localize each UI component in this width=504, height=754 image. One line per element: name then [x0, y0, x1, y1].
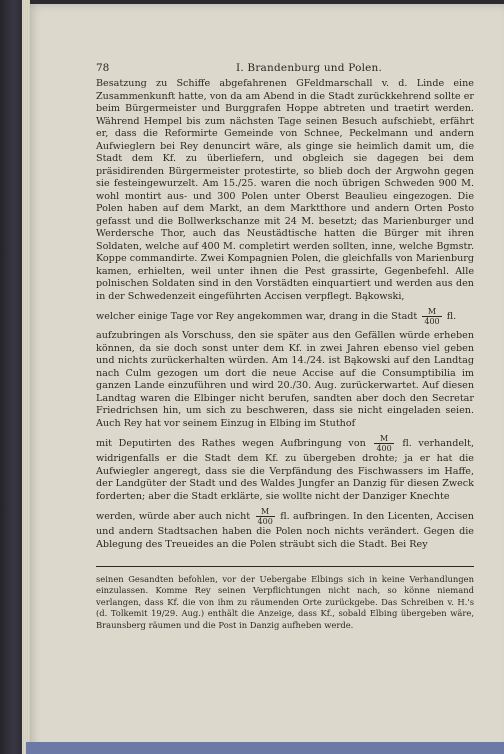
- page-header: [96, 62, 476, 78]
- paragraph-5-tail: fl. aufbringen. In den Licenten, Accisen und andern Stadtsachen haben die Polen noch nichts verändert. Gegen die Ablegung des Treueides an die Polen sträubt sich die Stadt. Bei Rey: [96, 511, 474, 550]
- fraction-2-denominator: 400: [376, 444, 392, 453]
- paragraph-3: aufzubringen als Vorschuss, den sie später aus den Gefällen würde erheben können, da sie doch sonst unter dem Kf. in zwei Jahren ebenso viel geben und nichts zurückerhalten würden. Am 14./24. ist Bąkowski auf den Landtag nach Culm gezogen um dort die neue Accise auf die Consumptibilia im ganzen Lande einzuführen und wird 20./30. Aug. zurückerwartet. Auf diesen Landtag waren die Elbinger nicht berufen, sandten aber doch den Secretar Friedrichsen hin, um sich zu beschweren, dass sie nicht eingeladen seien. Auch Rey hat vor seinem Einzug in Elbing im Stuthof: [96, 330, 474, 429]
- fraction-2-numerator: M: [374, 434, 393, 444]
- paragraph-2: [96, 307, 474, 326]
- fraction-1: [422, 307, 441, 326]
- book-spine: [0, 0, 22, 754]
- paragraph-4: [96, 434, 474, 503]
- main-text: [96, 78, 474, 551]
- paragraph-2-text: welcher einige Tage vor Rey angekommen war, drang in die Stadt: [96, 311, 418, 322]
- bottom-edge-strip: [26, 742, 504, 754]
- fraction-1-numerator: M: [422, 307, 441, 317]
- page-edges: [22, 0, 30, 754]
- paragraph-4-text: mit Deputirten des Rathes wegen Aufbringung von: [96, 438, 366, 449]
- paragraph-2-tail: fl.: [446, 311, 457, 322]
- paragraph-4-tail: fl. verhandelt, widrigenfalls er die Stadt dem Kf. zu übergeben drohte; ja er hat die Aufwiegler angeregt, dass sie die Verpfändung des Fischwassers im Haffe, der Landgüter der Stadt und des Waldes Jungfer an Danzig für diesen Zweck forderten; aber die Stadt erklärte, sie wollte nicht der Danziger Knechte: [96, 438, 474, 502]
- footnote: seinen Gesandten befohlen, vor der Uebergabe Elbings sich in keine Verhandlungen einzulassen. Komme Rey seinen Verpflichtungen nicht nach, so könne niemand verlangen, dass Kf. die von ihm zu räumenden Orte zurückgebe. Das Schreiben v. H.'s (d. Tolkemit 19/29. Aug.) enthält die Anzeige, dass Kf., sobald Elbing übergeben wäre, Braunsberg räumen und die Post in Danzig aufheben werde.: [96, 574, 474, 630]
- paragraph-1: Besatzung zu Schiffe abgefahrenen GFeldmarschall v. d. Linde eine Zusammenkunft hatte, von da am Abend in die Stadt zurückkehrend sollte er beim Bürgermeister und Burggrafen Hoppe abtreten und traetirt werden. Während Hempel bis zum nächsten Tage seinen Besuch aufschiebt, erfährt er, dass die Reformirte Gemeinde von Schnee, Peckelmann und andern Aufwieglern bei Rey denuncirt wäre, als ginge sie heimlich damit um, die Stadt dem Kf. zu überliefern, und obgleich sie dagegen bei dem präsidirenden Bürgermeister protestirte, so blieb doch der Argwohn gegen sie festeingewurzelt. Am 15./25. waren die noch übrigen Schweden 900 M. wohl montirt aus- und 300 Polen unter Oberst Beaulieu eingezogen. Die Polen haben auf dem Markt, an dem Marktthore und andern Orten Posto gefasst und die Bollwerkschanze mit 24 M. besetzt; das Marienburger und Werdersche Thor, auch das Neustädtische hatten die Bürger mit ihren Soldaten, welche auf 400 M. completirt werden sollten, inne, welche Bgmstr. Koppe commandirte. Zwei Kompagnien Polen, die gleichfalls von Marienburg kamen, erhielten, weil unter ihnen die Pest grassirte, Gegenbefehl. Alle polnischen Soldaten sind in den Vorstädten einquartiert und werden aus den in der Schwedenzeit eingeführten Accisen verpflegt. Bąkowski,: [96, 78, 474, 302]
- fraction-2: [374, 434, 393, 453]
- fraction-3: [256, 507, 275, 526]
- page-number: 78: [96, 62, 110, 74]
- footnote-divider: [96, 566, 474, 567]
- paragraph-5-text: werden, würde aber auch nicht: [96, 511, 251, 522]
- fraction-3-denominator: 400: [257, 517, 273, 526]
- fraction-3-numerator: M: [256, 507, 275, 517]
- paragraph-5: [96, 507, 474, 551]
- fraction-1-denominator: 400: [424, 317, 440, 326]
- running-title: I. Brandenburg und Polen.: [236, 62, 383, 74]
